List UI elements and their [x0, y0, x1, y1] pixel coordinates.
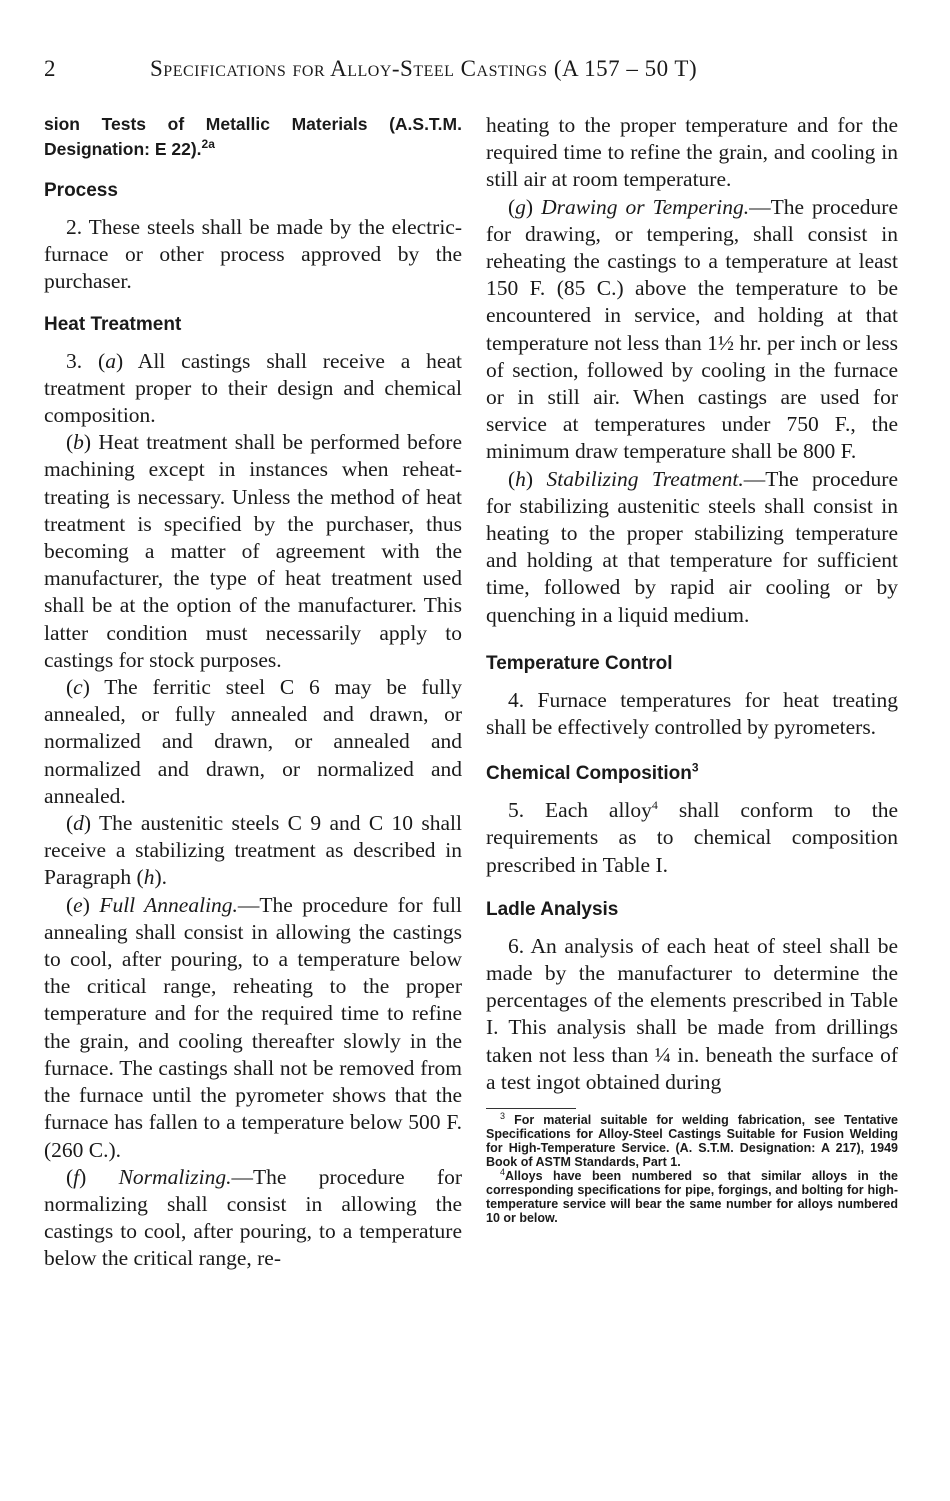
p3g-letter: g	[515, 194, 526, 219]
p3h-letter: h	[515, 466, 526, 491]
paragraph-3e	[44, 892, 462, 1164]
paragraph-2: 2. These steels shall be made by the electric-furnace or other process approved by the purchaser.	[44, 215, 462, 294]
footnote-4-mark: 4	[500, 1166, 506, 1177]
page-number: 2	[44, 56, 56, 81]
paragraph-3d	[44, 810, 462, 892]
footnote-3-mark: 3	[500, 1110, 506, 1121]
footnote-4	[486, 1166, 898, 1226]
p3b-letter: b	[73, 430, 84, 455]
footnote-3-text: For material suitable for welding fabrication, see Tentative Specifications for Alloy-Steel Castings Suitable for Fusion Welding for High-Temperature Service. (A. S.T.M. Designation: A 217), 1949 Book of ASTM Standards, Part 1.	[486, 1113, 898, 1170]
p3g-close: )	[525, 194, 542, 219]
p3c-letter: c	[73, 675, 83, 700]
paragraph-3c	[44, 674, 462, 810]
p3h-open: (	[508, 466, 516, 491]
continuation-text: sion Tests of Metallic Materials (A.S.T.M. Designation: E 22).	[44, 114, 462, 159]
left-column	[44, 112, 462, 1273]
p3d-ref: h	[143, 865, 155, 890]
p5-a: 5. Each alloy	[508, 798, 652, 823]
p3g-open: (	[508, 194, 516, 219]
p3e-letter: e	[73, 892, 83, 917]
paragraph-3f	[44, 1164, 462, 1273]
p3d-end: ).	[154, 865, 167, 890]
p3d-text: ) The austenitic steels C 9 and C 10 shall receive a stabilizing treatment as described in Paragraph (	[44, 811, 462, 890]
running-title: Specifications for Alloy-Steel Castings (A 157 – 50 T)	[150, 56, 698, 81]
p3e-close: )	[82, 892, 100, 917]
p3e-text: —The procedure for full annealing shall consist in allowing the castings to cool, after pouring, to a temperature below the critical range, reheating to the proper temperature and for the required time to refine the grain, and cooling thereafter slowly in the furnace. The castings shall not be removed from the furnace until the pyrometer shows that the furnace has fallen to a temperature below 500 F. (260 C.).	[44, 892, 462, 1162]
chemical-composition-sup: 3	[691, 760, 699, 775]
heading-temperature-control: Temperature Control	[486, 652, 673, 674]
p3c-open: (	[66, 675, 74, 700]
p3a-letter: a	[105, 348, 116, 373]
p3e-open: (	[66, 892, 74, 917]
paragraph-5	[486, 797, 898, 879]
p3d-letter: d	[73, 811, 84, 836]
continuation-paragraph-right: heating to the proper temperature and for the required time to refine the grain, and cooling in still air at room temperature.	[486, 113, 898, 192]
paragraph-6: 6. An analysis of each heat of steel shall be made by the manufacturer to determine the percentages of the elements prescribed in Table I. This analysis shall be made from drillings taken not less than ¼ in. beneath the surface of a test ingot obtained during	[486, 933, 898, 1094]
heading-ladle-analysis: Ladle Analysis	[486, 898, 619, 920]
p3f-title: Normalizing.	[118, 1164, 232, 1189]
paragraph-3h	[486, 466, 898, 629]
p3g-text: —The procedure for drawing, or tempering, shall consist in reheating the castings to a temperature at least 150 F. (85 C.) above the temperature to be encountered in service, and holding at that temperature not less than 1½ hr. per inch or less of section, followed by cooling in the furnace or in still air. When castings are used for service at temperatures under 750 F., the minimum draw temperature shall be 800 F.	[486, 194, 899, 464]
p3h-text: —The procedure for stabilizing austenitic steels shall consist in heating to the proper stabilizing temperature and holding at that temperature for sufficient time, followed by rapid air cooling or by quenching in a liquid medium.	[486, 466, 898, 627]
p3c-text: ) The ferritic steel C 6 may be fully annealed, or fully annealed and drawn, or normalized and drawn, or annealed and normalized and drawn, or normalized and annealed.	[44, 675, 462, 808]
p3g-title: Drawing or Tempering.	[541, 194, 750, 219]
running-head	[40, 52, 920, 92]
chemical-composition-label: Chemical Composition	[486, 763, 692, 785]
paragraph-3b	[44, 429, 462, 674]
footnote-4-text: Alloys have been numbered so that similar alloys in the corresponding specifications for pipe, forgings, and bolting for high-temperature service will bear the same number for alloys numbered 10 or below.	[486, 1169, 898, 1226]
heading-heat-treatment: Heat Treatment	[44, 313, 182, 335]
p3b-text: ) Heat treatment shall be performed before machining except in instances when reheat-treating is necessary. Unless the method of heat treatment is specified by the purchaser, thus becoming a matter of agreement with the manufacturer, the type of heat treatment used shall be at the option of the manufacturer. This latter condition must necessarily apply to castings for stock purposes.	[44, 430, 462, 672]
p3b-open: (	[66, 430, 74, 455]
p3a-text: ) All castings shall receive a heat treatment proper to their design and chemical composition.	[44, 348, 462, 428]
continuation-sup: 2a	[201, 137, 215, 152]
p3f-open: (	[66, 1164, 74, 1189]
paragraph-4: 4. Furnace temperatures for heat treating shall be effectively controlled by pyrometers.	[486, 687, 898, 740]
paragraph-3g	[486, 194, 898, 466]
p3f-text: —The procedure for normalizing shall consist in allowing the castings to cool, after pouring, to a temperature below the critical range, re-	[44, 1164, 462, 1271]
right-column	[486, 112, 898, 1225]
heading-chemical-composition	[486, 761, 898, 787]
p3f-letter: f	[73, 1164, 80, 1189]
footnote-3	[486, 1110, 898, 1170]
p5-sup: 4	[651, 798, 658, 813]
p3h-close: )	[525, 466, 547, 491]
heading-process: Process	[44, 180, 118, 201]
p3f-close: )	[79, 1164, 119, 1189]
p3a-num: 3. (	[66, 348, 106, 373]
p3d-open: (	[66, 811, 74, 836]
p3h-title: Stabilizing Treatment.	[546, 466, 744, 491]
p5-b: shall conform to the requirements as to chemical composition prescribed in Table I.	[486, 798, 898, 877]
paragraph-3a	[44, 348, 462, 430]
footnote-rule	[486, 1108, 576, 1109]
continuation-paragraph	[44, 112, 462, 162]
p3e-title: Full Annealing.	[99, 892, 238, 917]
